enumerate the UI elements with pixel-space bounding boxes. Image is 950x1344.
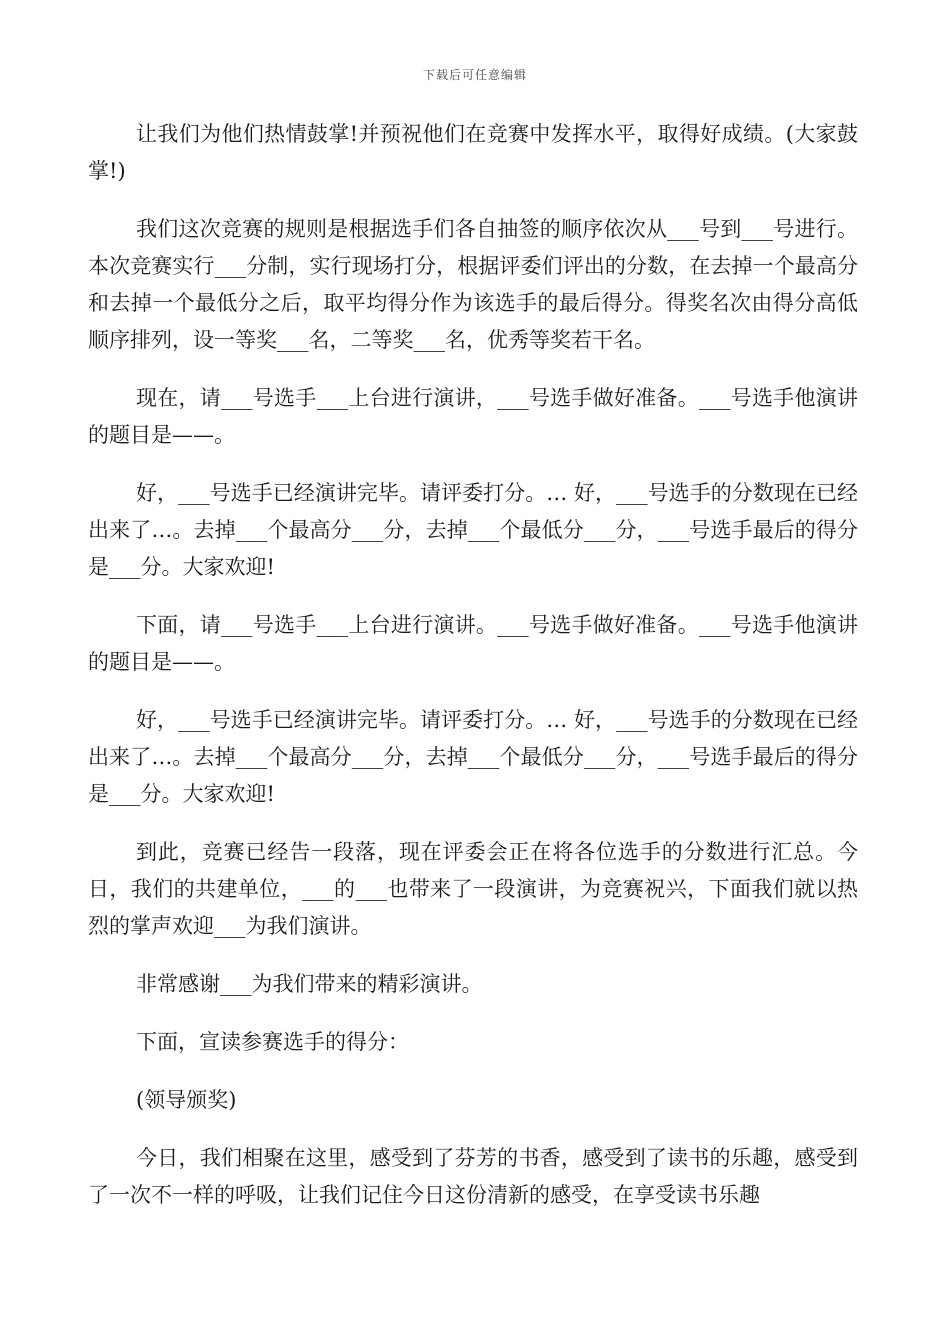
paragraph-guest-speech: 到此，竞赛已经告一段落，现在评委会正在将各位选手的分数进行汇总。今日，我们的共建单位，___的___也带来了一段演讲，为竞赛祝兴，下面我们就以热烈的掌声欢迎___为我们演讲。 bbox=[88, 840, 858, 938]
paragraph-closing: 今日，我们相聚在这里，感受到了芬芳的书香，感受到了读书的乐趣，感受到了一次不一样的呼吸，让我们记住今日这份清新的感受，在享受读书乐趣 bbox=[88, 1146, 858, 1207]
header-note: 下载后可任意编辑 bbox=[422, 68, 527, 82]
paragraph-thanks: 非常感谢___为我们带来的精彩演讲。 bbox=[136, 972, 483, 996]
paragraph-next-speaker: 下面，请___号选手___上台进行演讲。___号选手做好准备。___号选手他演讲的题目是——。 bbox=[88, 613, 858, 674]
document-body bbox=[88, 116, 858, 1235]
paragraph-rules: 我们这次竞赛的规则是根据选手们各自抽签的顺序依次从___号到___号进行。本次竞赛实行___分制，实行现场打分，根据评委们评出的分数，在去掉一个最高分和去掉一个最低分之后，取平均得分作为该选手的最后得分。得奖名次由得分高低顺序排列，设一等奖___名，二等奖___名，优秀等奖若干名。 bbox=[88, 217, 858, 352]
paragraph-first-speaker: 现在，请___号选手___上台进行演讲，___号选手做好准备。___号选手他演讲的题目是——。 bbox=[88, 386, 858, 447]
paragraph-applause: 让我们为他们热情鼓掌!并预祝他们在竞赛中发挥水平，取得好成绩。(大家鼓掌!) bbox=[88, 122, 858, 183]
paragraph-first-score: 好，___号选手已经演讲完毕。请评委打分。… 好，___号选手的分数现在已经出来了…。去掉___个最高分___分，去掉___个最低分___分，___号选手最后的得分是___分。大家欢迎! bbox=[88, 481, 858, 579]
paragraph-award: (领导颁奖) bbox=[136, 1088, 237, 1112]
paragraph-next-score: 好，___号选手已经演讲完毕。请评委打分。… 好，___号选手的分数现在已经出来了…。去掉___个最高分___分，去掉___个最低分___分，___号选手最后的得分是___分。大家欢迎! bbox=[88, 708, 858, 806]
paragraph-announce-scores: 下面，宣读参赛选手的得分： bbox=[136, 1030, 409, 1054]
